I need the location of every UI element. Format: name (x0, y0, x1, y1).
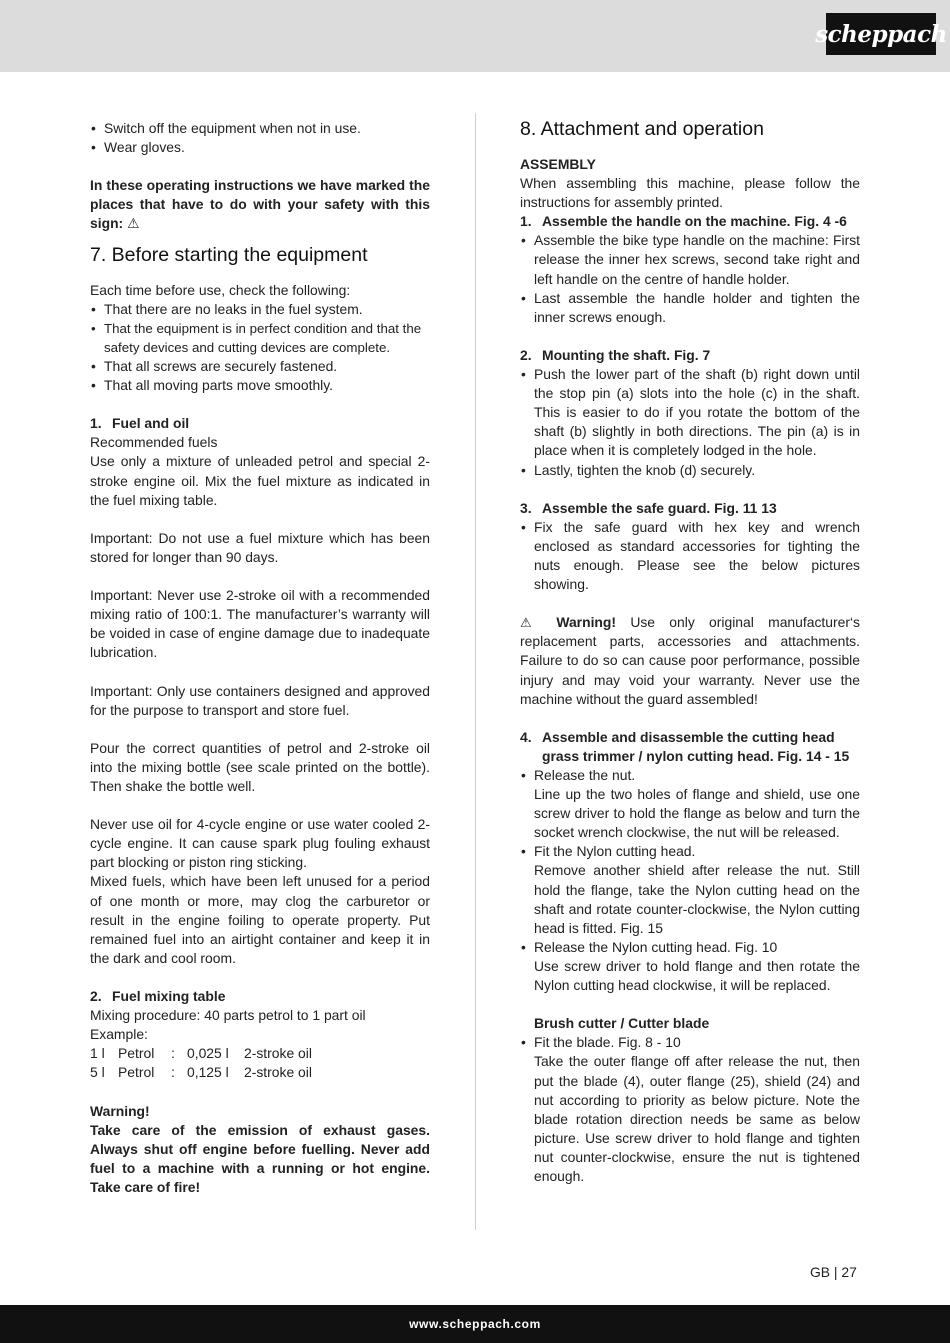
left-column (90, 119, 430, 1197)
brush-cutter-heading: Brush cutter / Cutter blade (534, 1015, 710, 1032)
fuel-oil-heading: 1. Fuel and oil (90, 415, 190, 432)
fuel-mixing-heading: 2. Fuel mixing table (90, 988, 226, 1005)
list-item: • Release the Nylon cutting head. Fig. 10 Use screw driver to hold flange and then rotate the Nylon cutting head clockwise, it will be replaced. (520, 938, 860, 995)
step-4-heading: 4. Assemble and disassemble the cutting head grass trimmer / nylon cutting head. Fig. 14 - 15 (520, 728, 850, 764)
assembly-intro: When assembling this machine, please follow the instructions for assembly printed. (520, 175, 860, 211)
list-item: • Switch off the equipment when not in use. (90, 119, 430, 138)
footer-band (0, 1305, 950, 1343)
section-8-title: 8. Attachment and operation (520, 118, 764, 140)
step-3-bullets (520, 518, 860, 594)
column-divider (475, 113, 476, 1230)
paragraph: Use only a mixture of unleaded petrol and special 2-stroke engine oil. Mix the fuel mixture as indicated in the fuel mixing table. (90, 453, 430, 508)
section-7-title: 7. Before starting the equipment (90, 243, 368, 266)
list-item: • That all screws are securely fastened. (90, 357, 430, 376)
mixing-procedure: Mixing procedure: 40 parts petrol to 1 part oil (90, 1007, 366, 1024)
list-item: • Fit the Nylon cutting head. Remove another shield after release the nut. Still hold the flange, take the Nylon cutting head on the shaft and rotate counter-clockwise, the Nylon cutting head is fitted. Fig. 15 (520, 842, 860, 937)
paragraph: Important: Do not use a fuel mixture which has been stored for longer than 90 days. (90, 529, 430, 565)
list-item: • Wear gloves. (90, 138, 430, 157)
page-number: GB | 27 (810, 1264, 857, 1280)
safety-note: In these operating instructions we have marked the places that have to do with your safety with this sign: ⚠ (90, 177, 430, 232)
list-item: • Last assemble the handle holder and tighten the inner screws enough. (520, 289, 860, 327)
example-label: Example: (90, 1026, 148, 1043)
list-item: • That the equipment is in perfect condition and that the safety devices and cutting devices are complete. (90, 319, 430, 357)
step-2-bullets (520, 365, 860, 480)
recommended-fuels: Recommended fuels (90, 434, 218, 451)
right-column (520, 119, 860, 1186)
list-item: • Assemble the bike type handle on the machine: First release the inner hex screws, second take right and left handle on the centre of handle holder. (520, 231, 860, 288)
list-item: • That all moving parts move smoothly. (90, 376, 430, 395)
list-item: • That there are no leaks in the fuel system. (90, 300, 430, 319)
warning-title: Warning! (90, 1102, 150, 1119)
check-bullets (90, 300, 430, 395)
list-item: • Lastly, tighten the knob (d) securely. (520, 461, 860, 480)
warning-text: Take care of the emission of exhaust gases. Always shut off engine before fuelling. Never add fuel to a machine with a running or hot engine. Take care of fire! (90, 1121, 430, 1195)
list-item: • Release the nut. Line up the two holes of flange and shield, use one screw driver to hold the flange as below and turn the socket wrench clockwise, the nut will be released. (520, 766, 860, 842)
brush-cutter-bullets (520, 1033, 860, 1186)
step-1-heading: 1. Assemble the handle on the machine. Fig. 4 -6 (520, 213, 847, 230)
list-item: • Push the lower part of the shaft (b) right down until the stop pin (a) slots into the hole (c) in the shaft. This is easier to do if you rotate the bottom of the shaft (b) slightly in both directions. The pin (a) is in place when it is completely lodged in the hole. (520, 365, 860, 460)
replacement-parts-warning (520, 613, 860, 708)
assembly-title: ASSEMBLY (520, 156, 596, 172)
table-row: 1 l Petrol : 0,025 l 2-stroke oil (90, 1045, 312, 1062)
fuel-mixing-table (90, 1044, 312, 1082)
warning-triangle-icon: ⚠ (520, 615, 543, 631)
step-4-bullets (520, 766, 860, 995)
intro-bullets (90, 119, 430, 157)
paragraph: Important: Never use 2-stroke oil with a recommended mixing ratio of 100:1. The manufacturer’s warranty will be voided in case of engine damage due to inadequate lubrication. (90, 587, 430, 661)
check-intro: Each time before use, check the following: (90, 281, 351, 298)
table-row: 5 l Petrol : 0,125 l 2-stroke oil (90, 1064, 312, 1081)
website-url: www.scheppach.com (409, 1317, 541, 1331)
paragraph: Important: Only use containers designed and approved for the purpose to transport and store fuel. (90, 682, 430, 718)
paragraph: Mixed fuels, which have been left unused for a period of one month or more, may clog the carburetor or result in the engine foiling to operate property. Put remained fuel into an airtight container and keep it in the dark and cool room. (90, 873, 430, 966)
step-1-bullets (520, 231, 860, 326)
header-band (0, 0, 950, 72)
warning-label: Warning! (556, 614, 617, 631)
paragraph: Pour the correct quantities of petrol and 2-stroke oil into the mixing bottle (see scale printed on the bottle). Then shake the bottle well. (90, 739, 430, 794)
list-item: • Fix the safe guard with hex key and wrench enclosed as standard accessories for tighting the nuts enough. Please see the below pictures showing. (520, 518, 860, 594)
scheppach-logo: scheppach (826, 13, 936, 55)
step-3-heading: 3. Assemble the safe guard. Fig. 11 13 (520, 499, 777, 516)
warning-body: Use only original manufacturer‘s replacement parts, accessories and attachments. Failure to do so can cause poor performance, possible injury and may void your warranty. Never use the machine without the guard assembled! (520, 614, 860, 707)
list-item: • Fit the blade. Fig. 8 - 10 Take the outer flange off after release the nut, then put the blade (4), outer flange (25), shield (24) and nut according to priority as below picture. Note the blade rotation direction needs be same as below picture. Use screw driver to hold flange and tighten nut counter-clockwise, ensure the nut is tightened enough. (520, 1033, 860, 1186)
paragraph: Never use oil for 4-cycle engine or use water cooled 2-cycle engine. It can cause spark plug fouling exhaust part blocking or piston ring sticking. (90, 816, 430, 871)
step-2-heading: 2. Mounting the shaft. Fig. 7 (520, 346, 711, 363)
